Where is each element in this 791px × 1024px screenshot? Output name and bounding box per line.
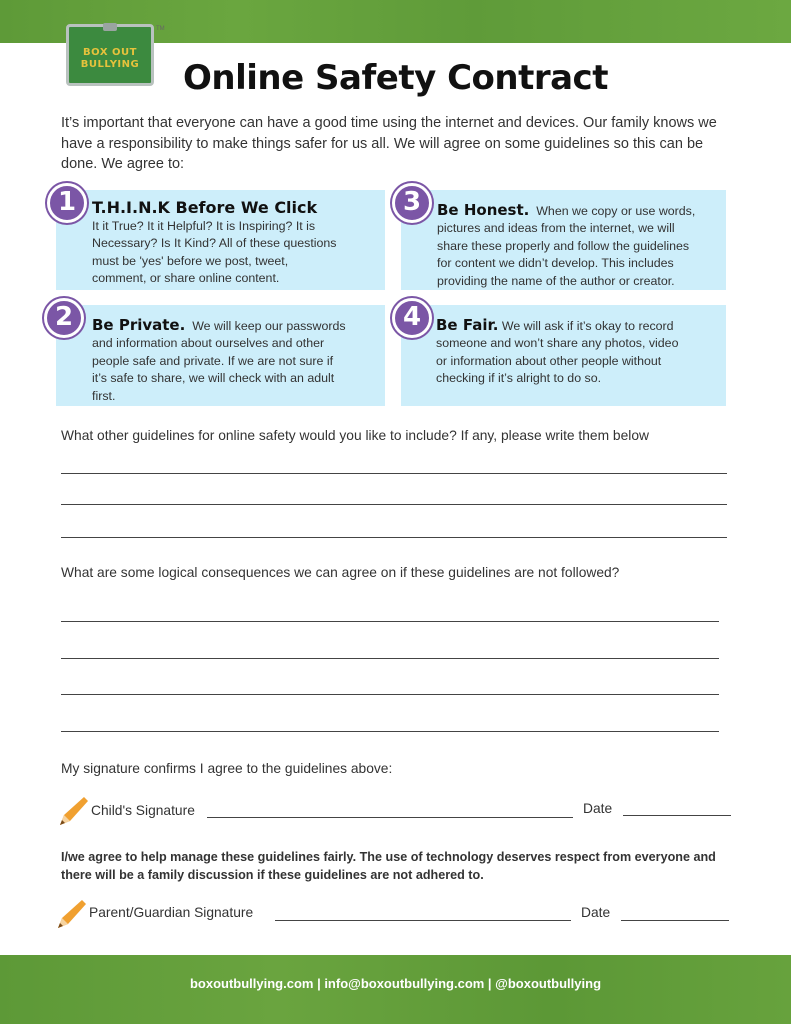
number-badge-1: 1	[47, 183, 87, 223]
guideline-3-line-1	[437, 202, 722, 220]
guideline-1-content	[92, 198, 382, 288]
guideline-4-line-3: or information about other people without	[436, 353, 662, 368]
guideline-4-content	[436, 317, 722, 388]
write-line-7[interactable]	[61, 731, 719, 732]
guideline-3-text-1: When we copy or use words,	[536, 204, 696, 218]
guideline-2-line-2: and information about ourselves and other	[92, 336, 325, 351]
pencil-icon	[55, 897, 89, 931]
question-other-guidelines: What other guidelines for online safety would you like to include? If any, please write them below	[61, 428, 649, 443]
guideline-2-line-4: it’s safe to share, we will check with an adult	[92, 371, 335, 386]
question-consequences: What are some logical consequences we can agree on if these guidelines are not followed?	[61, 565, 620, 580]
guideline-4-heading: Be Fair.	[436, 316, 499, 334]
number-badge-2: 2	[44, 298, 84, 338]
logo-line-2: BULLYING	[80, 59, 140, 70]
agreement-statement: I/we agree to help manage these guidelines fairly. The use of technology deserves respect from everyone and there will be a family discussion if these guidelines are not adhered to.	[61, 850, 716, 882]
guideline-1-line-3: must be 'yes' before we post, tweet,	[92, 253, 289, 268]
guideline-3-line-2: pictures and ideas from the internet, we will	[437, 221, 675, 236]
guideline-4-line-1	[436, 317, 722, 335]
guideline-3-content	[437, 202, 722, 290]
guideline-2-content	[92, 317, 382, 405]
parent-signature-label: Parent/Guardian Signature	[89, 905, 254, 920]
parent-date-label: Date	[581, 905, 611, 920]
guideline-1-line-4: comment, or share online content.	[92, 271, 280, 286]
number-badge-4: 4	[392, 298, 432, 338]
write-line-1[interactable]	[61, 473, 727, 474]
trademark-mark: TM	[156, 26, 165, 32]
pencil-icon	[57, 794, 91, 828]
child-signature-label: Child's Signature	[91, 803, 195, 818]
write-line-4[interactable]	[61, 621, 719, 622]
guideline-1-line-2: Necessary? Is It Kind? All of these questions	[92, 236, 337, 251]
guideline-4-line-2: someone and won’t share any photos, video	[436, 336, 679, 351]
logo-line-1: BOX OUT	[83, 47, 137, 58]
write-line-5[interactable]	[61, 658, 719, 659]
child-date-label: Date	[583, 801, 613, 816]
intro-paragraph: It’s important that everyone can have a good time using the internet and devices. Our family knows we have a responsibility to make things safer for us all. We will agree on some guidelines so this can be done. We agree to:	[61, 115, 717, 172]
child-signature-line[interactable]	[207, 817, 573, 818]
guideline-2-line-1	[92, 317, 382, 335]
parent-signature-line[interactable]	[275, 920, 571, 921]
write-line-2[interactable]	[61, 504, 727, 505]
child-date-line[interactable]	[623, 815, 731, 816]
guideline-1-line-1: It it True? It it Helpful? It is Inspiring? It is	[92, 219, 316, 233]
guideline-3-line-4: for content we didn’t develop. This includes	[437, 256, 674, 271]
number-badge-3: 3	[392, 183, 432, 223]
guideline-4-text-1: We will ask if it’s okay to record	[501, 319, 674, 333]
footer-contact: boxoutbullying.com | info@boxoutbullying.com | @boxoutbullying	[189, 976, 602, 991]
write-line-6[interactable]	[61, 694, 719, 695]
guideline-3-line-3: share these properly and follow the guidelines	[437, 238, 690, 253]
guideline-3-heading: Be Honest.	[437, 201, 530, 219]
guideline-1-heading: T.H.I.N.K Before We Click	[92, 198, 318, 217]
write-line-3[interactable]	[61, 537, 727, 538]
guideline-3-line-5: providing the name of the author or creator.	[437, 273, 675, 288]
guideline-2-line-5: first.	[92, 388, 116, 403]
guideline-2-heading: Be Private.	[92, 316, 186, 334]
signature-intro: My signature confirms I agree to the guidelines above:	[61, 761, 393, 776]
guideline-2-text-1: We will keep our passwords	[192, 319, 346, 333]
guideline-2-line-3: people safe and private. If we are not sure if	[92, 353, 334, 368]
page-title: Online Safety Contract	[183, 58, 608, 98]
parent-date-line[interactable]	[621, 920, 729, 921]
guideline-4-line-4: checking if it’s alright to do so.	[436, 371, 602, 386]
